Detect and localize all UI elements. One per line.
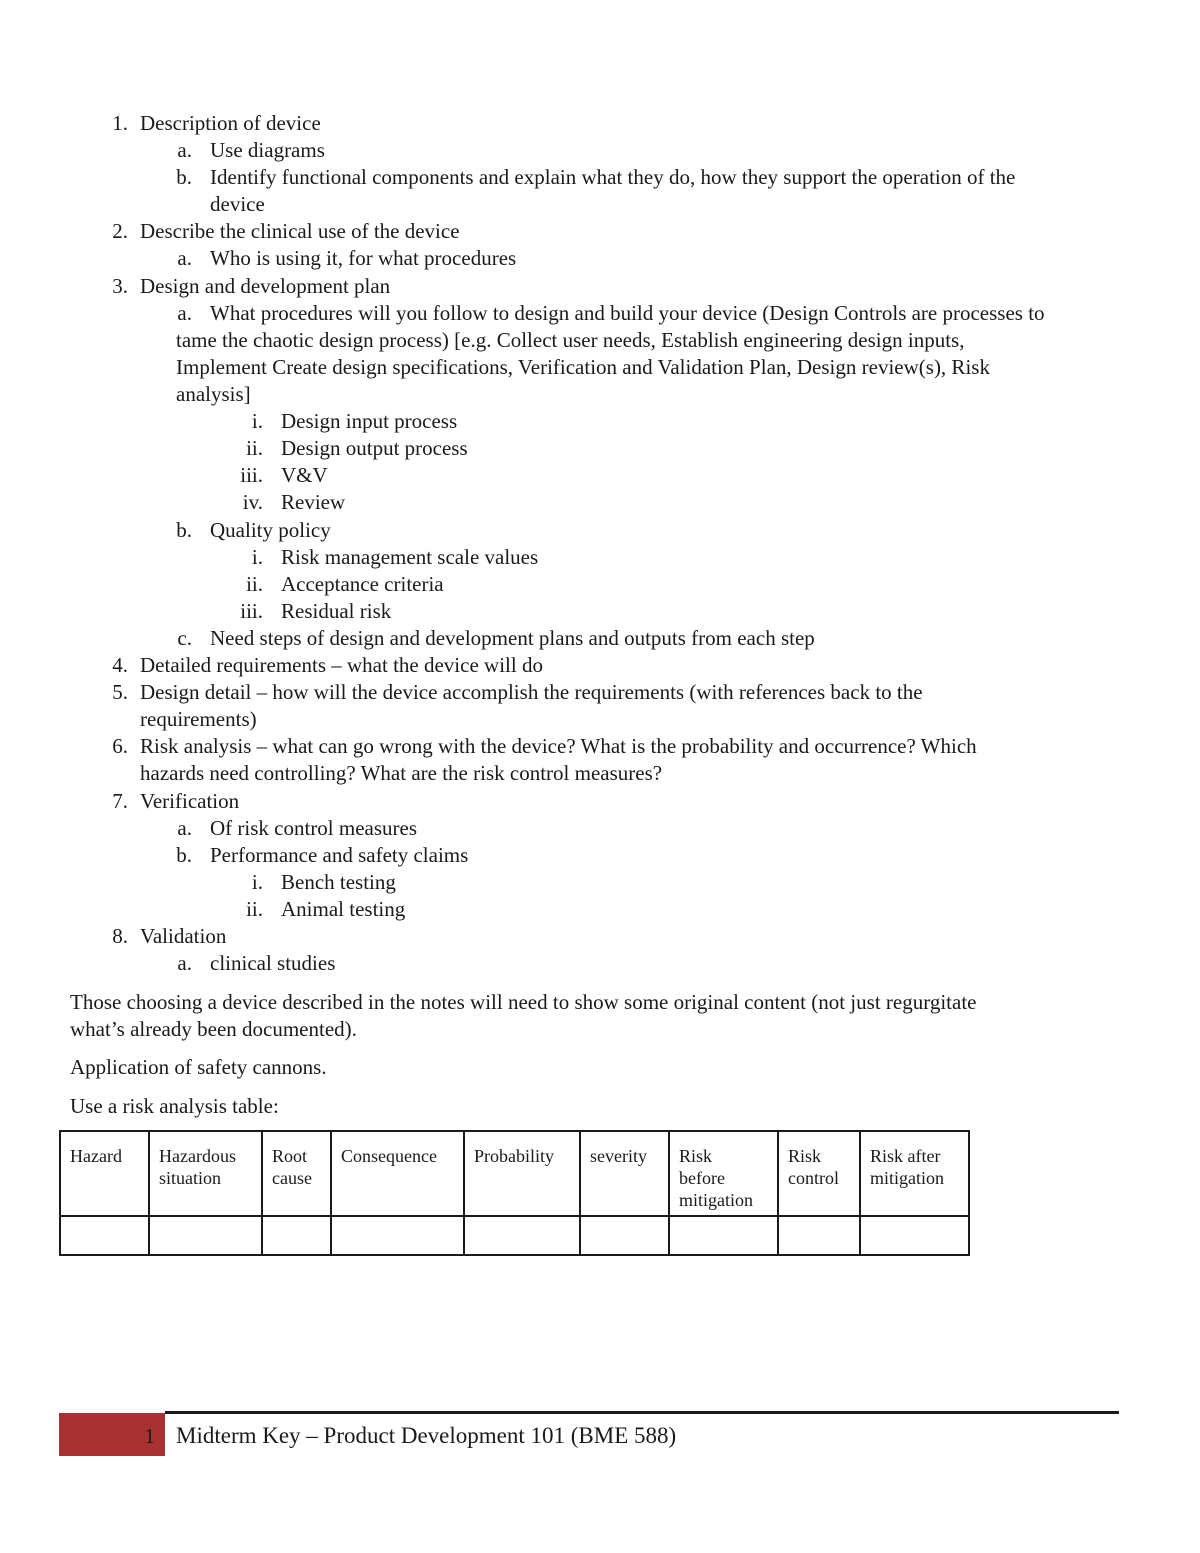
table-header-cell	[149, 1131, 262, 1216]
list-marker: a.	[177, 138, 192, 162]
list-marker: a.	[177, 951, 192, 975]
list-marker: 7.	[112, 789, 128, 813]
list-item-text: V&V	[281, 463, 328, 487]
list-item-text: Implement Create design specifications, Verification and Validation Plan, Design review(s), Risk	[176, 355, 990, 379]
list-marker: iii.	[240, 599, 263, 623]
list-item-text: Of risk control measures	[210, 816, 418, 840]
table-cell	[778, 1216, 860, 1255]
table-header-cell	[580, 1131, 669, 1216]
list-marker: ii.	[246, 897, 263, 921]
table-header-cell	[669, 1131, 778, 1216]
list-marker: 3.	[112, 274, 128, 298]
list-item-text: Need steps of design and development plans and outputs from each step	[210, 626, 815, 650]
header-text-line: situation	[159, 1168, 221, 1188]
header-text-line: mitigation	[679, 1190, 753, 1210]
list-marker: ii.	[246, 436, 263, 460]
list-marker: a.	[177, 816, 192, 840]
list-marker: a.	[177, 301, 192, 325]
list-item-text: device	[210, 192, 265, 216]
safety-paragraph: Application of safety cannons.	[70, 1055, 327, 1079]
table-cell	[860, 1216, 969, 1255]
header-text-line: Risk	[788, 1146, 822, 1166]
footer-title: Midterm Key – Product Development 101 (BME 588)	[176, 1423, 677, 1448]
footer-rule	[165, 1411, 1119, 1414]
table-header-cell	[262, 1131, 331, 1216]
risk-analysis-table	[59, 1130, 970, 1256]
list-item-text: hazards need controlling? What are the risk control measures?	[140, 761, 663, 785]
list-item-text: Verification	[140, 789, 240, 813]
table-header-cell	[331, 1131, 464, 1216]
list-marker: iii.	[240, 463, 263, 487]
list-item-text: Risk management scale values	[281, 545, 539, 569]
list-marker: 5.	[112, 680, 128, 704]
header-text-line: mitigation	[870, 1168, 944, 1188]
list-item-text: Describe the clinical use of the device	[140, 219, 460, 243]
list-item-text: Design input process	[281, 409, 458, 433]
list-item-text: clinical studies	[210, 951, 336, 975]
list-item-text: Risk analysis – what can go wrong with the device? What is the probability and occurrence? Which	[140, 734, 977, 758]
header-text-line: Probability	[474, 1146, 554, 1166]
table-row	[60, 1216, 969, 1255]
list-marker: ii.	[246, 572, 263, 596]
header-text-line: before	[679, 1168, 725, 1188]
list-marker: 6.	[112, 734, 128, 758]
list-item-text: Design output process	[281, 436, 468, 460]
list-item-text: Bench testing	[281, 870, 396, 894]
list-marker: b.	[176, 165, 192, 189]
list-item-text: Use diagrams	[210, 138, 325, 162]
list-marker: b.	[176, 843, 192, 867]
list-item-text: Performance and safety claims	[210, 843, 469, 867]
list-item-text: What procedures will you follow to design and build your device (Design Controls are processes to	[210, 301, 1045, 325]
list-marker: 1.	[112, 111, 128, 135]
header-text-line: Hazardous	[159, 1146, 236, 1166]
note-paragraph	[70, 989, 976, 1043]
header-text-line: Risk after	[870, 1146, 941, 1166]
note-line: what’s already been documented).	[70, 1017, 357, 1041]
table-cell	[262, 1216, 331, 1255]
table-cell	[331, 1216, 464, 1255]
list-item-text: Identify functional components and explain what they do, how they support the operation of the	[210, 165, 1016, 189]
list-item-text: Quality policy	[210, 518, 331, 542]
table-cell	[60, 1216, 149, 1255]
list-item-text: Validation	[140, 924, 227, 948]
list-item-text: Acceptance criteria	[281, 572, 444, 596]
header-text-line: Hazard	[70, 1146, 122, 1166]
list-item-text: Review	[281, 490, 346, 514]
list-item-text: requirements)	[140, 707, 257, 731]
list-item-text: Detailed requirements – what the device will do	[140, 653, 543, 677]
list-marker: i.	[251, 409, 263, 433]
list-marker: a.	[177, 246, 192, 270]
list-item-text: Animal testing	[281, 897, 406, 921]
table-header-cell	[464, 1131, 580, 1216]
list-item-text: Residual risk	[281, 599, 392, 623]
list-item-text: tame the chaotic design process) [e.g. Collect user needs, Establish engineering design inputs,	[176, 328, 965, 352]
table-intro-paragraph: Use a risk analysis table:	[70, 1094, 279, 1118]
list-item-text: Description of device	[140, 111, 321, 135]
table-header-cell	[60, 1131, 149, 1216]
page-number: 1	[144, 1424, 155, 1448]
list-item-text: Design detail – how will the device accomplish the requirements (with references back to the	[140, 680, 923, 704]
table-header-row	[60, 1131, 969, 1216]
list-marker: 8.	[112, 924, 128, 948]
table-cell	[149, 1216, 262, 1255]
list-marker: c.	[177, 626, 192, 650]
list-marker: 2.	[112, 219, 128, 243]
table-header-cell	[778, 1131, 860, 1216]
header-text-line: control	[788, 1168, 839, 1188]
list-item-text: Design and development plan	[140, 274, 391, 298]
table-cell	[669, 1216, 778, 1255]
list-item-text: analysis]	[176, 382, 251, 406]
table-cell	[580, 1216, 669, 1255]
list-marker: i.	[251, 545, 263, 569]
header-text-line: Risk	[679, 1146, 713, 1166]
note-line: Those choosing a device described in the notes will need to show some original content (not just regurgitate	[70, 990, 977, 1014]
list-marker: 4.	[112, 653, 128, 677]
header-text-line: Root	[272, 1146, 308, 1166]
header-text-line: cause	[272, 1168, 312, 1188]
list-marker: iv.	[242, 490, 263, 514]
header-text-line: severity	[590, 1146, 647, 1166]
header-text-line: Consequence	[341, 1146, 437, 1166]
list-marker: b.	[176, 518, 192, 542]
list-marker: i.	[251, 870, 263, 894]
table-header-cell	[860, 1131, 969, 1216]
list-item-text: Who is using it, for what procedures	[210, 246, 517, 270]
table-cell	[464, 1216, 580, 1255]
